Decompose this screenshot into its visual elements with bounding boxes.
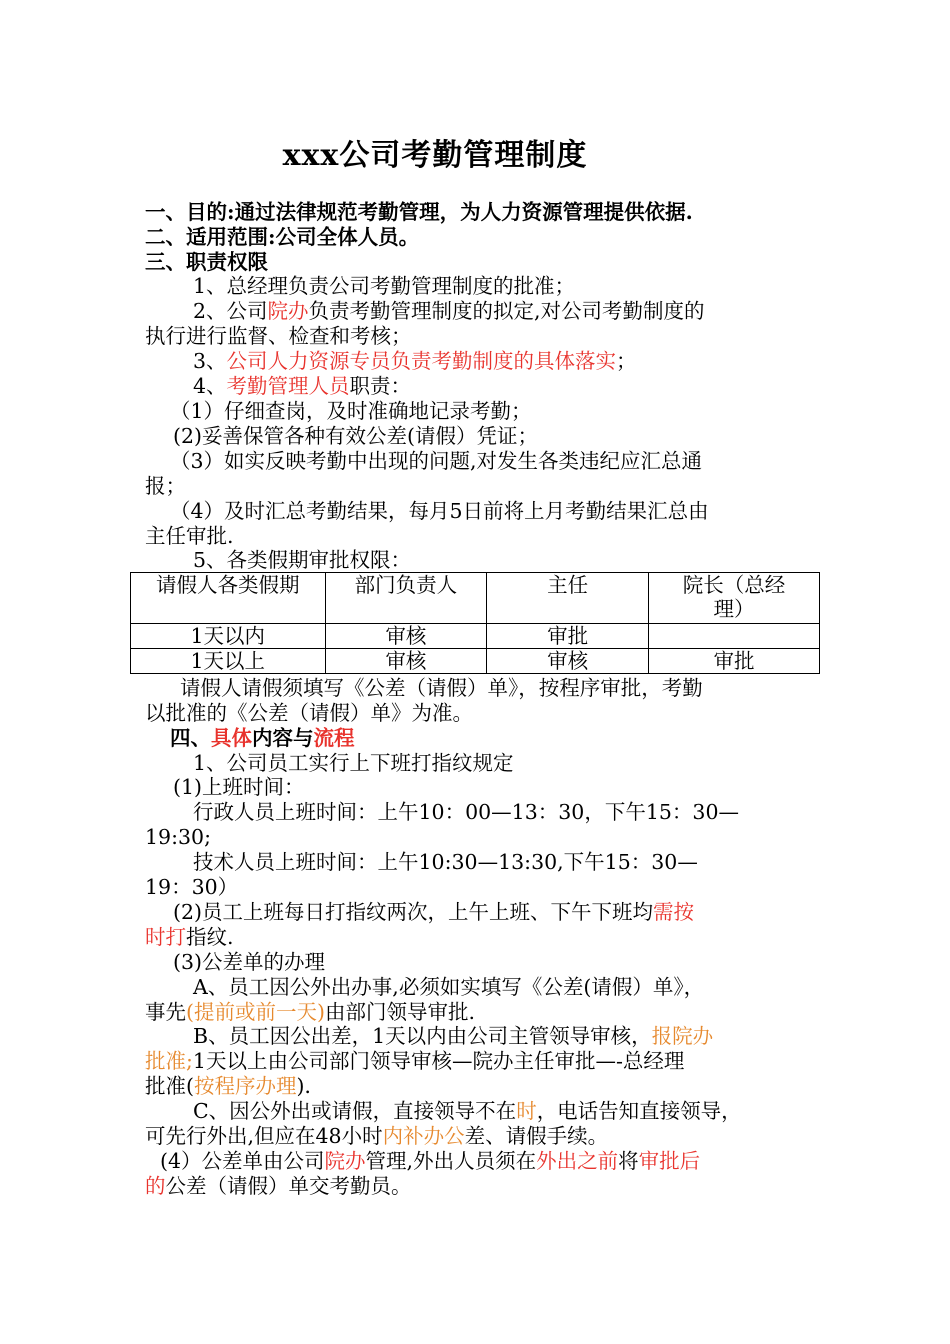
text: (2)员工上班每日打指纹两次，上午上班、下午下班均	[173, 900, 654, 924]
table-note-cont: 以批准的《公差（请假）单》为准。	[145, 701, 473, 725]
text: 四、	[170, 726, 211, 750]
tech-hours-cont: 19：30）	[145, 875, 239, 899]
duty-4: （4）及时汇总考勤结果，每月5日前将上月考勤结果汇总由	[170, 499, 709, 523]
header-text: 院长（总经	[682, 573, 786, 597]
highlight-red: 考勤管理人员	[226, 374, 350, 398]
highlight-red: 院办	[267, 299, 309, 323]
text: (4）公差单由公司	[160, 1149, 325, 1173]
text: ；	[616, 349, 637, 373]
section-responsibility: 三、职责权限	[145, 250, 268, 274]
highlight-orange: 时	[516, 1099, 537, 1123]
highlight-orange: (提前或前一天)	[186, 1000, 325, 1024]
highlight-red: 流程	[313, 726, 355, 750]
text: 管理,外出人员须在	[365, 1149, 537, 1173]
duty-2: (2)妥善保管各种有效公差(请假）凭证；	[173, 424, 539, 448]
rule-b	[193, 1024, 713, 1049]
highlight-red: 时打	[145, 925, 186, 949]
highlight-red: 外出之前	[536, 1149, 619, 1173]
rule-1: 1、公司员工实行上下班打指纹规定	[193, 751, 514, 775]
table-note: 请假人请假须填写《公差（请假）单》，按程序审批，考勤	[180, 676, 703, 700]
highlight-red: 院办	[324, 1149, 366, 1173]
text: 可先行外出,但应在48小时	[145, 1124, 383, 1148]
rule-1-3: (3)公差单的办理	[173, 950, 326, 974]
text: 3、	[193, 349, 227, 373]
text: 将	[618, 1149, 639, 1173]
text: 指纹.	[186, 925, 234, 949]
rule-a: A、员工因公外出办事,必须如实填写《公差(请假）单》，	[193, 975, 705, 999]
admin-hours: 行政人员上班时间：上午10：00—13：30，下午15：30—	[193, 800, 740, 824]
text: 4、	[193, 374, 227, 398]
highlight-red: 的	[145, 1174, 166, 1198]
text: B、员工因公出差，1天以内由公司主管领导审核，	[193, 1024, 652, 1048]
section-content-process	[170, 726, 355, 751]
rule-b-cont	[145, 1049, 684, 1074]
rule-a-cont	[145, 1000, 475, 1025]
table-header-cell: 主任	[487, 573, 649, 624]
table-header-cell: 请假人各类假期	[131, 573, 326, 624]
leave-approval-table	[130, 572, 820, 674]
duty-3-cont: 报；	[145, 474, 186, 498]
text: 批准(	[145, 1074, 194, 1098]
highlight-red: 审批后	[638, 1149, 701, 1173]
admin-hours-cont: 19:30;	[145, 825, 211, 849]
table-cell: 审核	[325, 624, 487, 649]
duty-1: （1）仔细查岗，及时准确地记录考勤；	[170, 399, 532, 423]
table-cell: 1天以内	[131, 624, 326, 649]
table-cell: 审批	[649, 649, 820, 674]
rule-c-cont	[145, 1124, 608, 1149]
text: 2、公司	[193, 299, 268, 323]
duty-4-cont: 主任审批.	[145, 524, 234, 548]
rule-4	[160, 1149, 700, 1174]
resp-item-2	[193, 299, 705, 324]
table-header-row	[131, 573, 820, 624]
table-row	[131, 649, 820, 674]
highlight-red: 需按	[653, 900, 695, 924]
table-header-cell: 部门负责人	[325, 573, 487, 624]
text: )．	[296, 1074, 325, 1098]
highlight-orange: 批准;	[145, 1049, 193, 1073]
resp-item-2-cont: 执行进行监督、检查和考核；	[145, 324, 412, 348]
document-title: xxx公司考勤管理制度	[282, 138, 588, 173]
text: 由部门领导审批.	[325, 1000, 476, 1024]
rule-1-1: (1)上班时间：	[173, 775, 305, 799]
highlight-red: 具体	[211, 726, 252, 750]
text: C、因公外出或请假，直接领导不在	[193, 1099, 517, 1123]
duty-3: （3）如实反映考勤中出现的问题,对发生各类违纪应汇总通	[170, 449, 703, 473]
resp-item-1: 1、总经理负责公司考勤管理制度的批准；	[193, 274, 576, 298]
text: 差、请假手续。	[464, 1124, 609, 1148]
text: 事先	[145, 1000, 186, 1024]
rule-1-2-cont	[145, 925, 234, 950]
text: 内容与	[252, 726, 314, 750]
table-cell: 审核	[487, 649, 649, 674]
highlight-orange: 按程序办理	[194, 1074, 297, 1098]
resp-item-5: 5、各类假期审批权限：	[193, 548, 412, 572]
table-cell	[649, 624, 820, 649]
section-scope: 二、适用范围:公司全体人员。	[145, 225, 420, 249]
highlight-red: 公司人力资源专员负责考勤制度的具体落实	[226, 349, 617, 373]
text: 负责考勤管理制度的拟定,对公司考勤制度的	[308, 299, 705, 323]
header-text: 理）	[713, 597, 755, 621]
rule-b-cont2	[145, 1074, 325, 1099]
text: 公差（请假）单交考勤员。	[165, 1174, 412, 1198]
table-row	[131, 624, 820, 649]
rule-1-2	[173, 900, 694, 925]
table-cell: 审核	[325, 649, 487, 674]
table-cell: 1天以上	[131, 649, 326, 674]
text: ，电话告知直接领导，	[536, 1099, 742, 1123]
highlight-orange: 报院办	[651, 1024, 714, 1048]
rule-c	[193, 1099, 742, 1124]
tech-hours: 技术人员上班时间：上午10:30—13:30,下午15：30—	[193, 850, 698, 874]
section-purpose: 一、目的:通过法律规范考勤管理，为人力资源管理提供依据.	[145, 200, 693, 224]
highlight-orange: 内补办公	[382, 1124, 465, 1148]
resp-item-4	[193, 374, 411, 399]
text: 1天以上由公司部门领导审核—院办主任审批—-总经理	[192, 1049, 685, 1073]
resp-item-3	[193, 349, 637, 374]
rule-4-cont	[145, 1174, 412, 1199]
table-header-cell	[649, 573, 820, 624]
table-cell: 审批	[487, 624, 649, 649]
text: 职责：	[349, 374, 412, 398]
